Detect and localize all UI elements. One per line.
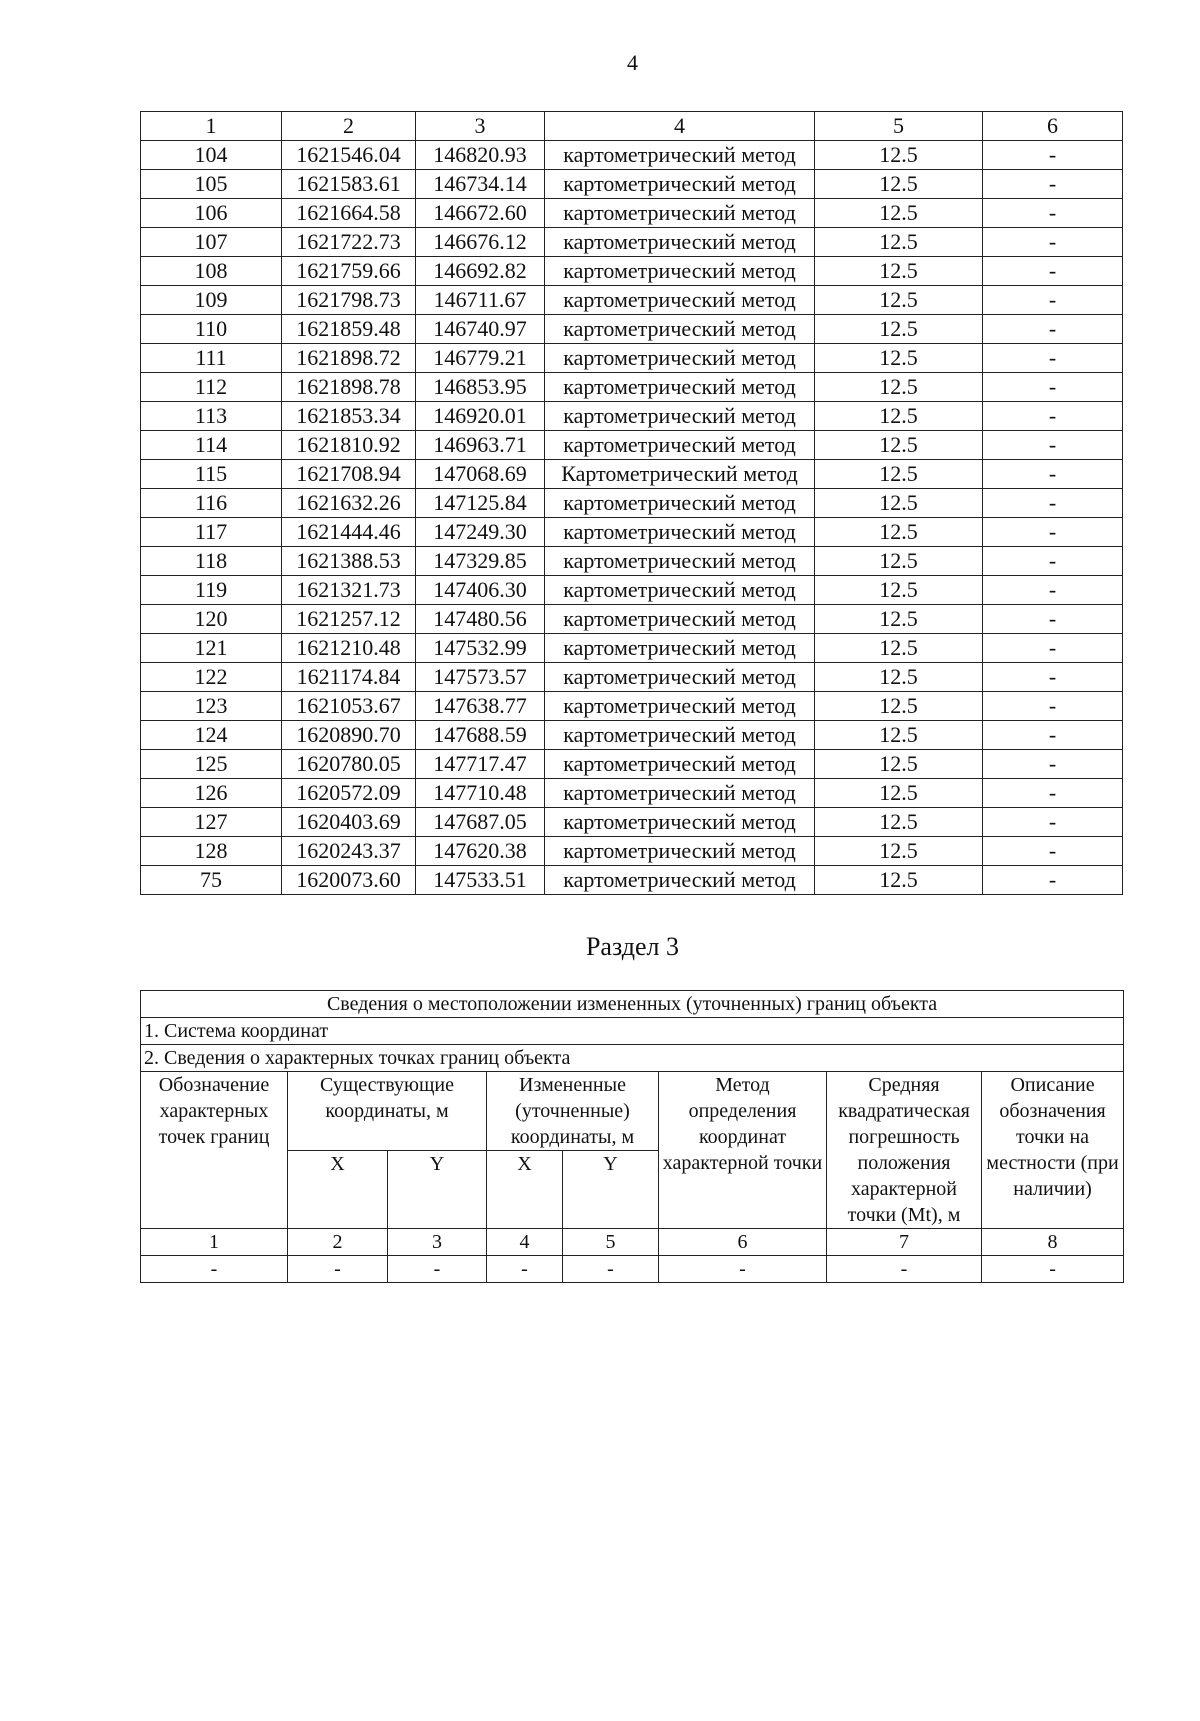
cell-accuracy: 12.5 <box>815 721 983 750</box>
cell-x-coordinate: 2 <box>282 112 416 141</box>
cell-point-number: 105 <box>141 170 282 199</box>
table-row <box>141 663 1123 692</box>
cell-x-coordinate: 1621174.84 <box>282 663 416 692</box>
cell-method: картометрический метод <box>545 257 815 286</box>
cell-point-number: 111 <box>141 344 282 373</box>
cell-description: - <box>983 402 1123 431</box>
table-title: Сведения о местоположении измененных (уточненных) границ объекта <box>141 991 1124 1018</box>
cell-description: - <box>983 605 1123 634</box>
column-numbers-row-cell: 2 <box>288 1229 388 1256</box>
header-existing-y: Y <box>388 1151 487 1229</box>
cell-y-coordinate: 147533.51 <box>416 866 545 895</box>
cell-method: картометрический метод <box>545 692 815 721</box>
values-row-cell: - <box>982 1256 1124 1283</box>
cell-method: картометрический метод <box>545 373 815 402</box>
cell-method: картометрический метод <box>545 837 815 866</box>
table-row <box>141 431 1123 460</box>
cell-x-coordinate: 1621546.04 <box>282 141 416 170</box>
cell-method: картометрический метод <box>545 634 815 663</box>
cell-x-coordinate: 1620403.69 <box>282 808 416 837</box>
cell-y-coordinate: 147249.30 <box>416 518 545 547</box>
changed-boundaries-table <box>140 990 1124 1283</box>
cell-accuracy: 12.5 <box>815 663 983 692</box>
cell-y-coordinate: 146734.14 <box>416 170 545 199</box>
table-row <box>141 286 1123 315</box>
cell-accuracy: 12.5 <box>815 286 983 315</box>
cell-y-coordinate: 147573.57 <box>416 663 545 692</box>
table-row <box>141 605 1123 634</box>
cell-accuracy: 12.5 <box>815 779 983 808</box>
table-row <box>141 141 1123 170</box>
cell-description: - <box>983 315 1123 344</box>
values-row-cell: - <box>659 1256 827 1283</box>
cell-method: картометрический метод <box>545 750 815 779</box>
cell-method: картометрический метод <box>545 431 815 460</box>
cell-point-number: 118 <box>141 547 282 576</box>
cell-point-number: 110 <box>141 315 282 344</box>
cell-point-number: 113 <box>141 402 282 431</box>
section-title: Раздел 3 <box>585 932 680 961</box>
cell-description: - <box>983 170 1123 199</box>
table-row <box>141 460 1123 489</box>
cell-description: - <box>983 228 1123 257</box>
cell-point-number: 1 <box>141 112 282 141</box>
header-existing-coordinates: Существующие координаты, м <box>288 1072 487 1151</box>
cell-method: картометрический метод <box>545 663 815 692</box>
cell-accuracy: 12.5 <box>815 808 983 837</box>
cell-description: - <box>983 547 1123 576</box>
cell-x-coordinate: 1621632.26 <box>282 489 416 518</box>
cell-y-coordinate: 3 <box>416 112 545 141</box>
table-row <box>141 315 1123 344</box>
cell-point-number: 116 <box>141 489 282 518</box>
cell-point-number: 108 <box>141 257 282 286</box>
cell-description: - <box>983 199 1123 228</box>
cell-accuracy: 12.5 <box>815 866 983 895</box>
cell-method: картометрический метод <box>545 489 815 518</box>
cell-x-coordinate: 1621810.92 <box>282 431 416 460</box>
cell-method: 4 <box>545 112 815 141</box>
cell-description: - <box>983 779 1123 808</box>
cell-y-coordinate: 147406.30 <box>416 576 545 605</box>
cell-y-coordinate: 147638.77 <box>416 692 545 721</box>
column-numbers-row-cell: 1 <box>141 1229 288 1256</box>
cell-x-coordinate: 1621859.48 <box>282 315 416 344</box>
cell-y-coordinate: 147068.69 <box>416 460 545 489</box>
cell-description: - <box>983 634 1123 663</box>
cell-point-number: 112 <box>141 373 282 402</box>
cell-accuracy: 12.5 <box>815 518 983 547</box>
cell-x-coordinate: 1620073.60 <box>282 866 416 895</box>
cell-description: - <box>983 460 1123 489</box>
cell-description: - <box>983 518 1123 547</box>
cell-point-number: 125 <box>141 750 282 779</box>
cell-point-number: 121 <box>141 634 282 663</box>
cell-description: 6 <box>983 112 1123 141</box>
table-row <box>141 750 1123 779</box>
cell-description: - <box>983 373 1123 402</box>
column-numbers-row-cell: 8 <box>982 1229 1124 1256</box>
cell-method: картометрический метод <box>545 808 815 837</box>
table-row <box>141 228 1123 257</box>
cell-y-coordinate: 146692.82 <box>416 257 545 286</box>
cell-y-coordinate: 147329.85 <box>416 547 545 576</box>
column-numbers-row <box>141 1229 1124 1256</box>
values-row-cell: - <box>827 1256 982 1283</box>
cell-x-coordinate: 1621664.58 <box>282 199 416 228</box>
cell-y-coordinate: 147687.05 <box>416 808 545 837</box>
cell-accuracy: 12.5 <box>815 170 983 199</box>
cell-point-number: 115 <box>141 460 282 489</box>
cell-description: - <box>983 344 1123 373</box>
table-row <box>141 576 1123 605</box>
cell-y-coordinate: 146711.67 <box>416 286 545 315</box>
cell-x-coordinate: 1621898.72 <box>282 344 416 373</box>
coordinate-system-row: 1. Система координат <box>141 1018 1124 1045</box>
cell-point-number: 124 <box>141 721 282 750</box>
header-existing-x: X <box>288 1151 388 1229</box>
cell-x-coordinate: 1621257.12 <box>282 605 416 634</box>
cell-y-coordinate: 147688.59 <box>416 721 545 750</box>
cell-y-coordinate: 146853.95 <box>416 373 545 402</box>
header-method: Метод определения координат характерной точки <box>659 1072 827 1229</box>
cell-method: картометрический метод <box>545 866 815 895</box>
cell-point-number: 127 <box>141 808 282 837</box>
cell-description: - <box>983 431 1123 460</box>
cell-method: картометрический метод <box>545 402 815 431</box>
cell-description: - <box>983 141 1123 170</box>
cell-description: - <box>983 750 1123 779</box>
table-row <box>141 721 1123 750</box>
cell-y-coordinate: 147480.56 <box>416 605 545 634</box>
cell-point-number: 119 <box>141 576 282 605</box>
cell-y-coordinate: 146820.93 <box>416 141 545 170</box>
cell-x-coordinate: 1621583.61 <box>282 170 416 199</box>
cell-accuracy: 12.5 <box>815 750 983 779</box>
cell-description: - <box>983 721 1123 750</box>
cell-x-coordinate: 1620243.37 <box>282 837 416 866</box>
cell-method: картометрический метод <box>545 576 815 605</box>
cell-y-coordinate: 146779.21 <box>416 344 545 373</box>
cell-method: картометрический метод <box>545 518 815 547</box>
cell-x-coordinate: 1621853.34 <box>282 402 416 431</box>
values-row <box>141 1256 1124 1283</box>
table-row <box>141 808 1123 837</box>
cell-accuracy: 12.5 <box>815 837 983 866</box>
cell-x-coordinate: 1620780.05 <box>282 750 416 779</box>
cell-method: картометрический метод <box>545 605 815 634</box>
cell-method: Картометрический метод <box>545 460 815 489</box>
cell-accuracy: 5 <box>815 112 983 141</box>
values-row-cell: - <box>563 1256 659 1283</box>
cell-method: картометрический метод <box>545 344 815 373</box>
cell-method: картометрический метод <box>545 170 815 199</box>
cell-y-coordinate: 147717.47 <box>416 750 545 779</box>
cell-point-number: 107 <box>141 228 282 257</box>
cell-accuracy: 12.5 <box>815 315 983 344</box>
table-row <box>141 518 1123 547</box>
cell-accuracy: 12.5 <box>815 605 983 634</box>
values-row-cell: - <box>487 1256 563 1283</box>
cell-point-number: 126 <box>141 779 282 808</box>
cell-x-coordinate: 1620890.70 <box>282 721 416 750</box>
table-row <box>141 866 1123 895</box>
cell-y-coordinate: 146676.12 <box>416 228 545 257</box>
table-header-row <box>141 112 1123 141</box>
cell-x-coordinate: 1621053.67 <box>282 692 416 721</box>
table-row <box>141 170 1123 199</box>
cell-point-number: 128 <box>141 837 282 866</box>
cell-point-number: 120 <box>141 605 282 634</box>
cell-x-coordinate: 1621722.73 <box>282 228 416 257</box>
cell-y-coordinate: 147125.84 <box>416 489 545 518</box>
cell-description: - <box>983 663 1123 692</box>
cell-x-coordinate: 1621898.78 <box>282 373 416 402</box>
cell-y-coordinate: 146740.97 <box>416 315 545 344</box>
cell-accuracy: 12.5 <box>815 431 983 460</box>
table-row <box>141 837 1123 866</box>
cell-accuracy: 12.5 <box>815 692 983 721</box>
column-numbers-row-cell: 7 <box>827 1229 982 1256</box>
cell-accuracy: 12.5 <box>815 344 983 373</box>
cell-accuracy: 12.5 <box>815 141 983 170</box>
cell-accuracy: 12.5 <box>815 547 983 576</box>
cell-point-number: 123 <box>141 692 282 721</box>
points-info-row: 2. Сведения о характерных точках границ объекта <box>141 1045 1124 1072</box>
cell-description: - <box>983 837 1123 866</box>
values-row-cell: - <box>288 1256 388 1283</box>
cell-y-coordinate: 146963.71 <box>416 431 545 460</box>
cell-x-coordinate: 1621708.94 <box>282 460 416 489</box>
cell-method: картометрический метод <box>545 315 815 344</box>
table-row <box>141 373 1123 402</box>
cell-x-coordinate: 1621798.73 <box>282 286 416 315</box>
column-numbers-row-cell: 3 <box>388 1229 487 1256</box>
cell-accuracy: 12.5 <box>815 489 983 518</box>
header-error: Средняя квадратическая погрешность положения характерной точки (Mt), м <box>827 1072 982 1229</box>
values-row-cell: - <box>141 1256 288 1283</box>
cell-accuracy: 12.5 <box>815 373 983 402</box>
cell-point-number: 104 <box>141 141 282 170</box>
cell-y-coordinate: 147532.99 <box>416 634 545 663</box>
cell-accuracy: 12.5 <box>815 634 983 663</box>
column-numbers-row-cell: 6 <box>659 1229 827 1256</box>
table-row <box>141 402 1123 431</box>
cell-x-coordinate: 1621388.53 <box>282 547 416 576</box>
table-row <box>141 692 1123 721</box>
cell-x-coordinate: 1621759.66 <box>282 257 416 286</box>
header-changed-y: Y <box>563 1151 659 1229</box>
header-description: Описание обозначения точки на местности (при наличии) <box>982 1072 1124 1229</box>
table-row <box>141 634 1123 663</box>
header-changed-coordinates: Измененные (уточненные) координаты, м <box>487 1072 659 1151</box>
table-row <box>141 547 1123 576</box>
table-row <box>141 344 1123 373</box>
cell-accuracy: 12.5 <box>815 576 983 605</box>
cell-accuracy: 12.5 <box>815 257 983 286</box>
cell-description: - <box>983 692 1123 721</box>
cell-description: - <box>983 489 1123 518</box>
cell-method: картометрический метод <box>545 779 815 808</box>
cell-accuracy: 12.5 <box>815 460 983 489</box>
table-row <box>141 489 1123 518</box>
cell-accuracy: 12.5 <box>815 199 983 228</box>
cell-description: - <box>983 808 1123 837</box>
cell-x-coordinate: 1621321.73 <box>282 576 416 605</box>
cell-method: картометрический метод <box>545 228 815 257</box>
cell-description: - <box>983 286 1123 315</box>
cell-method: картометрический метод <box>545 141 815 170</box>
cell-accuracy: 12.5 <box>815 228 983 257</box>
cell-y-coordinate: 146672.60 <box>416 199 545 228</box>
cell-accuracy: 12.5 <box>815 402 983 431</box>
cell-description: - <box>983 866 1123 895</box>
cell-x-coordinate: 1620572.09 <box>282 779 416 808</box>
table-row <box>141 199 1123 228</box>
cell-description: - <box>983 576 1123 605</box>
table-row <box>141 779 1123 808</box>
column-numbers-row-cell: 5 <box>563 1229 659 1256</box>
cell-point-number: 117 <box>141 518 282 547</box>
header-designation: Обозначение характерных точек границ <box>141 1072 288 1229</box>
cell-x-coordinate: 1621210.48 <box>282 634 416 663</box>
cell-method: картометрический метод <box>545 547 815 576</box>
page-number: 4 <box>627 50 638 75</box>
cell-point-number: 106 <box>141 199 282 228</box>
cell-method: картометрический метод <box>545 721 815 750</box>
cell-point-number: 122 <box>141 663 282 692</box>
cell-x-coordinate: 1621444.46 <box>282 518 416 547</box>
cell-y-coordinate: 146920.01 <box>416 402 545 431</box>
table-row <box>141 257 1123 286</box>
cell-method: картометрический метод <box>545 286 815 315</box>
cell-y-coordinate: 147710.48 <box>416 779 545 808</box>
cell-y-coordinate: 147620.38 <box>416 837 545 866</box>
cell-point-number: 114 <box>141 431 282 460</box>
column-numbers-row-cell: 4 <box>487 1229 563 1256</box>
boundary-points-table <box>140 111 1123 895</box>
header-changed-x: X <box>487 1151 563 1229</box>
values-row-cell: - <box>388 1256 487 1283</box>
cell-point-number: 109 <box>141 286 282 315</box>
cell-point-number: 75 <box>141 866 282 895</box>
cell-method: картометрический метод <box>545 199 815 228</box>
cell-description: - <box>983 257 1123 286</box>
